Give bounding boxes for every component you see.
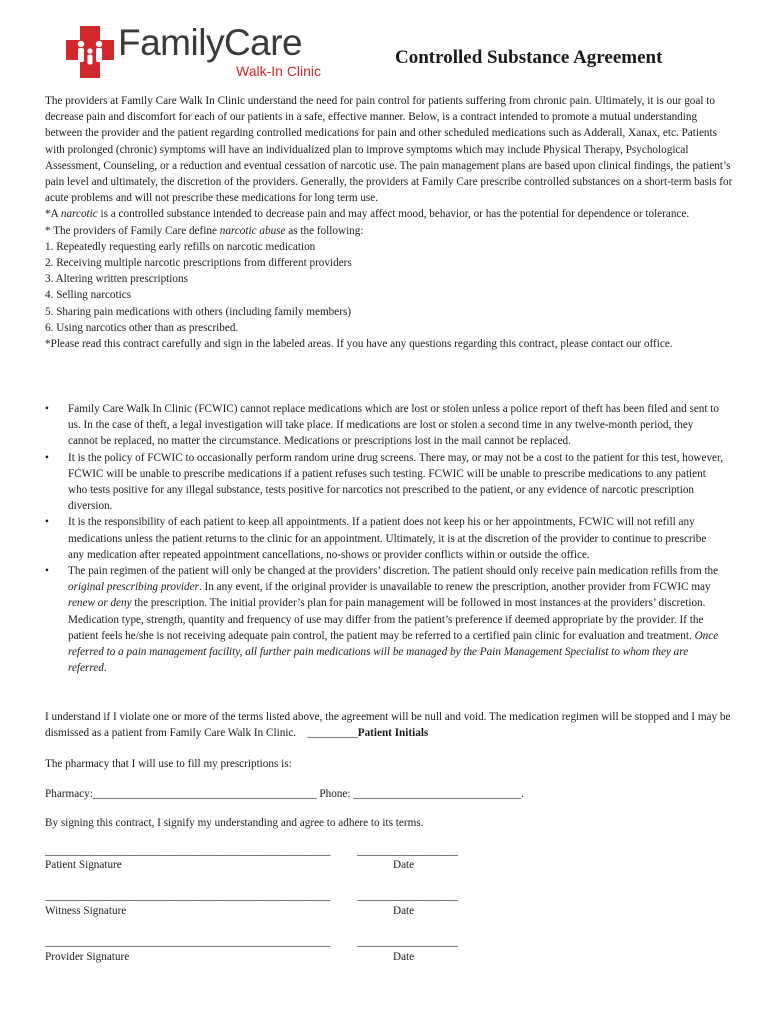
bullet-appointments: • It is the responsibility of each patient to keep all appointments. If a patient does not keep his or her appointments, FCWIC will not refill any medications unless the patient returns to the clinic for an appointment. Ultimately, it is at the discretion of the provider to continue to prescribe any medication after repeated appointment cancellations, no-shows or provider conflicts within or outside the office. bbox=[45, 516, 707, 561]
narcotic-definition: *A narcotic is a controlled substance intended to decrease pain and may affect mood, behavior, or has the potential for dependence or tolerance. bbox=[45, 208, 690, 221]
initials-label: Patient Initials bbox=[357, 727, 429, 740]
please-read-note: *Please read this contract carefully and sign in the labeled areas. If you have any questions regarding this contract, please contact our office. bbox=[45, 338, 673, 351]
logo-subtitle: Walk-In Clinic bbox=[236, 63, 322, 79]
pharmacy-intro: The pharmacy that I will use to fill my prescriptions is: bbox=[45, 758, 292, 770]
provider-date-field[interactable]: __________________ bbox=[357, 936, 458, 948]
family-care-logo bbox=[66, 22, 326, 82]
bullet-drug-screens: • It is the policy of FCWIC to occasionally perform random urine drug screens. There may, or may not be a cost to the patient for this test, however, FCWIC will be unable to prescribe medications if a patient refuses such testing. FCWIC will be unable to prescribe medications to any patient who tests positive for any illegal substance, tests positive for narcotics not prescribed to the patient, or any evidence of narcotic prescription diversion. bbox=[45, 451, 724, 513]
patient-date-label: Date bbox=[393, 859, 415, 871]
provider-date-label: Date bbox=[393, 951, 415, 963]
list-item: 4. Selling narcotics bbox=[45, 289, 132, 302]
provider-signature-label: Provider Signature bbox=[45, 951, 130, 963]
bullet-dot-icon: • bbox=[45, 403, 49, 415]
list-item: 2. Receiving multiple narcotic prescriptions from different providers bbox=[45, 257, 352, 270]
bullet-dot-icon: • bbox=[45, 565, 49, 578]
bullet-lost-stolen: • Family Care Walk In Clinic (FCWIC) cannot replace medications which are lost or stolen unless a police report of theft has been filed and sent to us. In the case of theft, a legal investigation will take place. If medications are lost or stolen a second time in any twelve-month period, they cannot be replaced, no matter the circumstance. Medications or prescriptions lost in the mail cannot be replaced. bbox=[45, 403, 719, 448]
pharmacy-field[interactable]: Pharmacy:________________________________________ Phone: ______________________________. bbox=[45, 788, 524, 800]
provider-signature-field[interactable]: ___________________________________________________ bbox=[45, 936, 331, 948]
red-cross-family-icon bbox=[66, 26, 114, 78]
witness-date-field[interactable]: __________________ bbox=[357, 890, 458, 902]
list-item: 1. Repeatedly requesting early refills on narcotic medication bbox=[45, 240, 316, 253]
policy-bullets bbox=[45, 401, 725, 676]
witness-signature-label: Witness Signature bbox=[45, 905, 127, 917]
intro-paragraph: The providers at Family Care Walk In Clinic understand the need for pain control for patients suffering from chronic pain. Ultimately, it is our goal to decrease pain and discomfort for each of our patients in a safe, effective manner. Below, is a contract intended to promote a mutual understanding between the provider and the patient regarding controlled medications for pain and other scheduled medications such as Adderall, Xanax, etc. Patients with prolonged (chronic) symptoms will have an individualized plan to improve symptoms which may include Physical Therapy, Psychological Assessment, Counseling, or a reduction and eventual cessation of narcotic use. The pain management plans are based upon clinical findings, the patient’s pain level and ultimately, the discretion of the providers. Generally, the providers at Family Care prescribe controlled substances on a short-term basis for acute problems and will not prescribe these medications for long term use. bbox=[45, 95, 733, 205]
list-item: 6. Using narcotics other than as prescribed. bbox=[45, 321, 239, 334]
logo-name: FamilyCare bbox=[118, 22, 303, 63]
signing-statement: By signing this contract, I signify my understanding and agree to adhere to its terms. bbox=[45, 817, 424, 829]
understanding-statement: I understand if I violate one or more of the terms listed above, the agreement will be null and void. The medication regimen will be stopped and I may be dismissed as a patient from Family Care Walk In Clinic. _________Patient Initials bbox=[45, 711, 731, 740]
bullet-pain-regimen: • The pain regimen of the patient will only be changed at the providers’ discretion. The patient should only receive pain medication refills from the original prescribing provider. In any event, if the original provider is unavailable to renew the prescription, another provider from FCWIC may renew or deny the prescription. The initial provider’s plan for pain management will be followed in most instances at the providers’ discretion. Medication type, strength, quantity and frequency of use may differ from the patient’s preference if deemed appropriate by the provider. If the patient feels he/she is not receiving adequate pain control, the patient may be referred to a certified pain clinic for evaluation and treatment. Once referred to a pain management facility, all further pain medications will be managed by the Pain Management Specialist to whom they are referred. bbox=[45, 565, 719, 675]
patient-date-field[interactable]: __________________ bbox=[357, 845, 458, 857]
initials-field[interactable]: _________ bbox=[307, 727, 358, 740]
document-title: Controlled Substance Agreement bbox=[395, 47, 663, 68]
bullet-dot-icon: • bbox=[45, 451, 49, 464]
witness-date-label: Date bbox=[393, 905, 415, 917]
list-item: 3. Altering written prescriptions bbox=[45, 273, 188, 286]
bullet-dot-icon: • bbox=[45, 516, 49, 529]
patient-signature-field[interactable]: ___________________________________________________ bbox=[45, 845, 331, 857]
intro-section bbox=[45, 93, 735, 352]
list-item: 5. Sharing pain medications with others (including family members) bbox=[45, 305, 352, 318]
witness-signature-field[interactable]: ___________________________________________________ bbox=[45, 890, 331, 902]
abuse-definition: * The providers of Family Care define narcotic abuse as the following: bbox=[45, 224, 364, 237]
patient-signature-label: Patient Signature bbox=[45, 859, 122, 871]
